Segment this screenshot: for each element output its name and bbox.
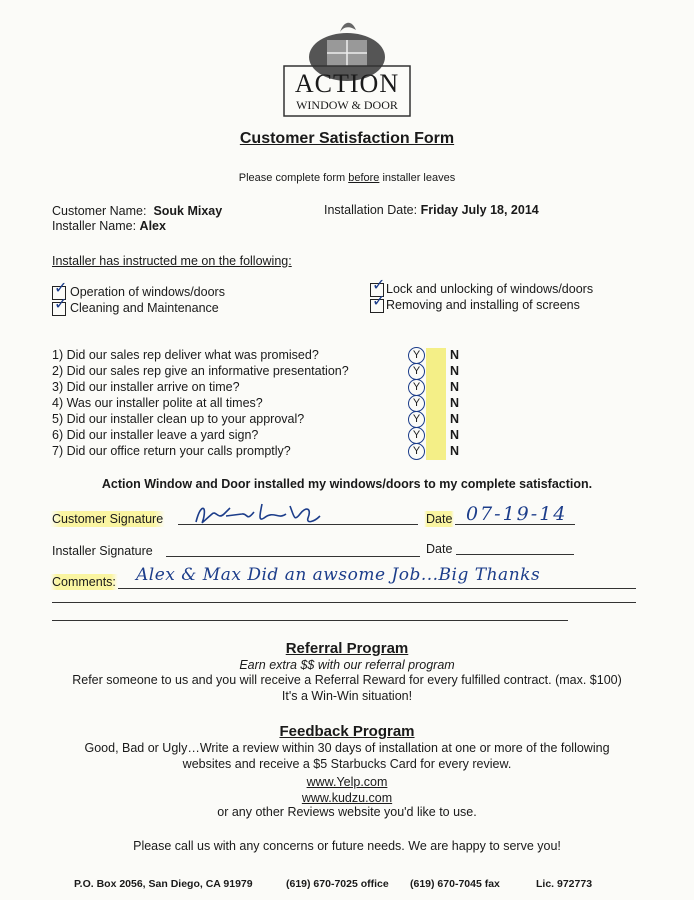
yelp-link[interactable]: www.Yelp.com xyxy=(306,775,388,789)
feedback-line1: Good, Bad or Ugly…Write a review within 30 days of installation at one or more of the following xyxy=(84,741,610,755)
customer-name-label: Customer Name: xyxy=(52,204,147,218)
checklist-label: Lock and unlocking of windows/doors xyxy=(386,282,594,296)
installation-date-value: Friday July 18, 2014 xyxy=(420,203,539,217)
comments-line xyxy=(52,602,636,603)
installation-date-row xyxy=(324,203,539,217)
checklist-label: Operation of windows/doors xyxy=(70,285,225,299)
instruction-emph: before xyxy=(348,172,380,184)
installer-name-row xyxy=(52,219,166,233)
footer-office-phone: (619) 670-7025 office xyxy=(286,878,389,890)
installer-date-label: Date xyxy=(426,542,453,556)
instruction-before: Please complete form xyxy=(238,172,349,184)
installer-name-value: Alex xyxy=(139,219,166,233)
company-logo xyxy=(282,12,412,117)
no-answer[interactable]: N xyxy=(450,380,460,394)
highlight-mark xyxy=(426,348,446,460)
logo-line1: ACTION xyxy=(294,69,400,98)
question-text: 5) Did our installer clean up to your approval? xyxy=(52,412,305,426)
check-mark-icon: ✓ xyxy=(54,296,68,313)
customer-name-row xyxy=(52,204,222,218)
yes-answer-circled[interactable]: Y xyxy=(408,427,425,444)
yes-answer-circled[interactable]: Y xyxy=(408,411,425,428)
no-answer[interactable]: N xyxy=(450,364,460,378)
yes-answer-circled[interactable]: Y xyxy=(408,395,425,412)
form-title: Customer Satisfaction Form xyxy=(239,130,455,147)
comments-line xyxy=(52,620,568,621)
yes-answer-circled[interactable]: Y xyxy=(408,347,425,364)
question-text: 6) Did our installer leave a yard sign? xyxy=(52,428,259,442)
comments-label: Comments: xyxy=(52,575,116,589)
no-answer[interactable]: N xyxy=(450,412,460,426)
question-text: 7) Did our office return your calls promptly? xyxy=(52,444,291,458)
customer-date-value: 07-19-14 xyxy=(466,503,568,525)
installation-date-label: Installation Date: xyxy=(324,203,418,217)
customer-name-value: Souk Mixay xyxy=(153,204,223,218)
no-answer[interactable]: N xyxy=(450,428,460,442)
installer-name-label: Installer Name: xyxy=(52,219,137,233)
no-answer[interactable]: N xyxy=(450,348,460,362)
footer-license: Lic. 972773 xyxy=(536,878,593,890)
checklist-label: Cleaning and Maintenance xyxy=(70,301,219,315)
feedback-title: Feedback Program xyxy=(279,723,415,740)
referral-line1: Refer someone to us and you will receive a Referral Reward for every fulfilled contract. (max. $100) xyxy=(72,673,622,687)
feedback-line3: or any other Reviews website you'd like to use. xyxy=(217,805,477,819)
yes-answer-circled[interactable]: Y xyxy=(408,443,425,460)
no-answer[interactable]: N xyxy=(450,444,460,458)
footer-fax: (619) 670-7045 fax xyxy=(410,878,500,890)
logo-line2: WINDOW & DOOR xyxy=(296,98,398,112)
satisfaction-statement: Action Window and Door installed my windows/doors to my complete satisfaction. xyxy=(101,477,593,491)
installer-signature-line xyxy=(166,556,420,557)
instructed-heading: Installer has instructed me on the following: xyxy=(52,254,292,268)
referral-line2: It's a Win-Win situation! xyxy=(281,689,413,703)
checklist-label: Removing and installing of screens xyxy=(386,298,580,312)
installer-date-line xyxy=(456,554,574,555)
kudzu-link[interactable]: www.kudzu.com xyxy=(301,791,393,805)
customer-date-label: Date xyxy=(426,512,453,526)
referral-title: Referral Program xyxy=(285,640,409,657)
footer-address: P.O. Box 2056, San Diego, CA 91979 xyxy=(74,878,253,890)
customer-signature-label: Customer Signature xyxy=(52,512,164,526)
question-text: 2) Did our sales rep give an informative presentation? xyxy=(52,364,349,378)
feedback-line2: websites and receive a $5 Starbucks Card for every review. xyxy=(182,757,512,771)
check-mark-icon: ✓ xyxy=(372,293,386,310)
question-text: 3) Did our installer arrive on time? xyxy=(52,380,240,394)
customer-signature-mark xyxy=(190,500,340,530)
yes-answer-circled[interactable]: Y xyxy=(408,379,425,396)
comments-value: Alex & Max Did an awsome Job...Big Thanks xyxy=(136,565,541,585)
check-mark-icon: ✓ xyxy=(372,277,386,294)
referral-subtitle: Earn extra $$ with our referral program xyxy=(239,658,455,672)
closing-message: Please call us with any concerns or future needs. We are happy to serve you! xyxy=(133,839,561,853)
no-answer[interactable]: N xyxy=(450,396,460,410)
form-instruction xyxy=(0,172,694,184)
yes-answer-circled[interactable]: Y xyxy=(408,363,425,380)
question-list xyxy=(52,348,472,468)
instruction-after: installer leaves xyxy=(379,172,456,184)
question-text: 1) Did our sales rep deliver what was promised? xyxy=(52,348,319,362)
check-mark-icon: ✓ xyxy=(54,280,68,297)
comments-line xyxy=(118,588,636,589)
installer-signature-label: Installer Signature xyxy=(52,544,153,558)
question-text: 4) Was our installer polite at all times? xyxy=(52,396,263,410)
